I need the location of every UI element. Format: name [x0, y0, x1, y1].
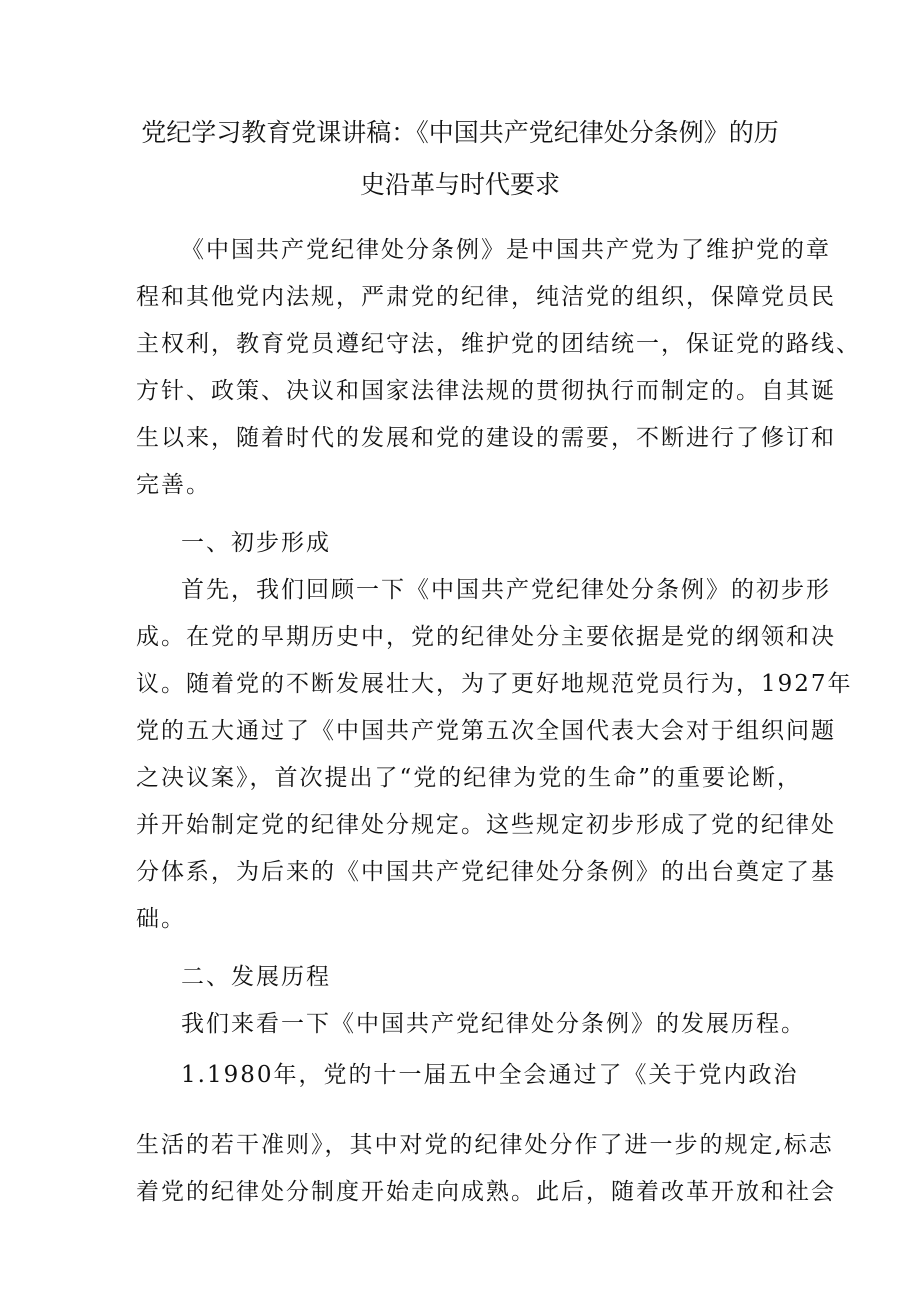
- section-1-paragraph-line: 之决议案》，首次提出了“党的纪律为党的生命”的重要论断，: [136, 765, 803, 791]
- section-2-intro-line: 我们来看一下《中国共产党纪律处分条例》的发展历程。: [181, 1011, 806, 1037]
- section-1-paragraph-line: 础。: [136, 906, 186, 932]
- section-1-paragraph-line: 成。在党的早期历史中，党的纪律处分主要依据是党的纲领和决: [136, 624, 836, 650]
- section-heading-initial-formation: 一、初步形成: [181, 530, 331, 556]
- intro-paragraph-line: 完善。: [136, 472, 211, 498]
- intro-paragraph-line: 方针、政策、决议和国家法律法规的贯彻执行而制定的。自其诞: [136, 378, 836, 404]
- section-heading-development-history: 二、发展历程: [181, 964, 331, 990]
- intro-paragraph-line: 《中国共产党纪律处分条例》是中国共产党为了维护党的章: [181, 237, 831, 263]
- section-1-paragraph-line: 分体系，为后来的《中国共产党纪律处分条例》的出台奠定了基: [136, 859, 836, 885]
- section-1-paragraph-line: 并开始制定党的纪律处分规定。这些规定初步形成了党的纪律处: [136, 812, 836, 838]
- document-title-line-1: 党纪学习教育党课讲稿：《中国共产党纪律处分条例》的历: [141, 118, 779, 147]
- section-2-continuation-line: 着党的纪律处分制度开始走向成熟。此后，随着改革开放和社会: [136, 1179, 836, 1205]
- section-1-paragraph-line: 议。随着党的不断发展壮大，为了更好地规范党员行为，1927年: [136, 671, 853, 697]
- section-1-paragraph-line: 首先，我们回顾一下《中国共产党纪律处分条例》的初步形: [181, 577, 831, 603]
- intro-paragraph-line: 生以来，随着时代的发展和党的建设的需要，不断进行了修订和: [136, 425, 836, 451]
- intro-paragraph-line: 主权利，教育党员遵纪守法，维护党的团结统一，保证党的路线、: [136, 331, 861, 357]
- document-title-line-2: 史沿革与时代要求: [359, 170, 560, 199]
- section-2-item-line: 1.1980年，党的十一届五中全会通过了《关于党内政治: [181, 1062, 799, 1088]
- section-2-continuation-line: 生活的若干准则》，其中对党的纪律处分作了进一步的规定,标志: [136, 1132, 834, 1158]
- section-1-paragraph-line: 党的五大通过了《中国共产党第五次全国代表大会对于组织问题: [136, 718, 836, 744]
- intro-paragraph-line: 程和其他党内法规，严肃党的纪律，纯洁党的组织，保障党员民: [136, 284, 836, 310]
